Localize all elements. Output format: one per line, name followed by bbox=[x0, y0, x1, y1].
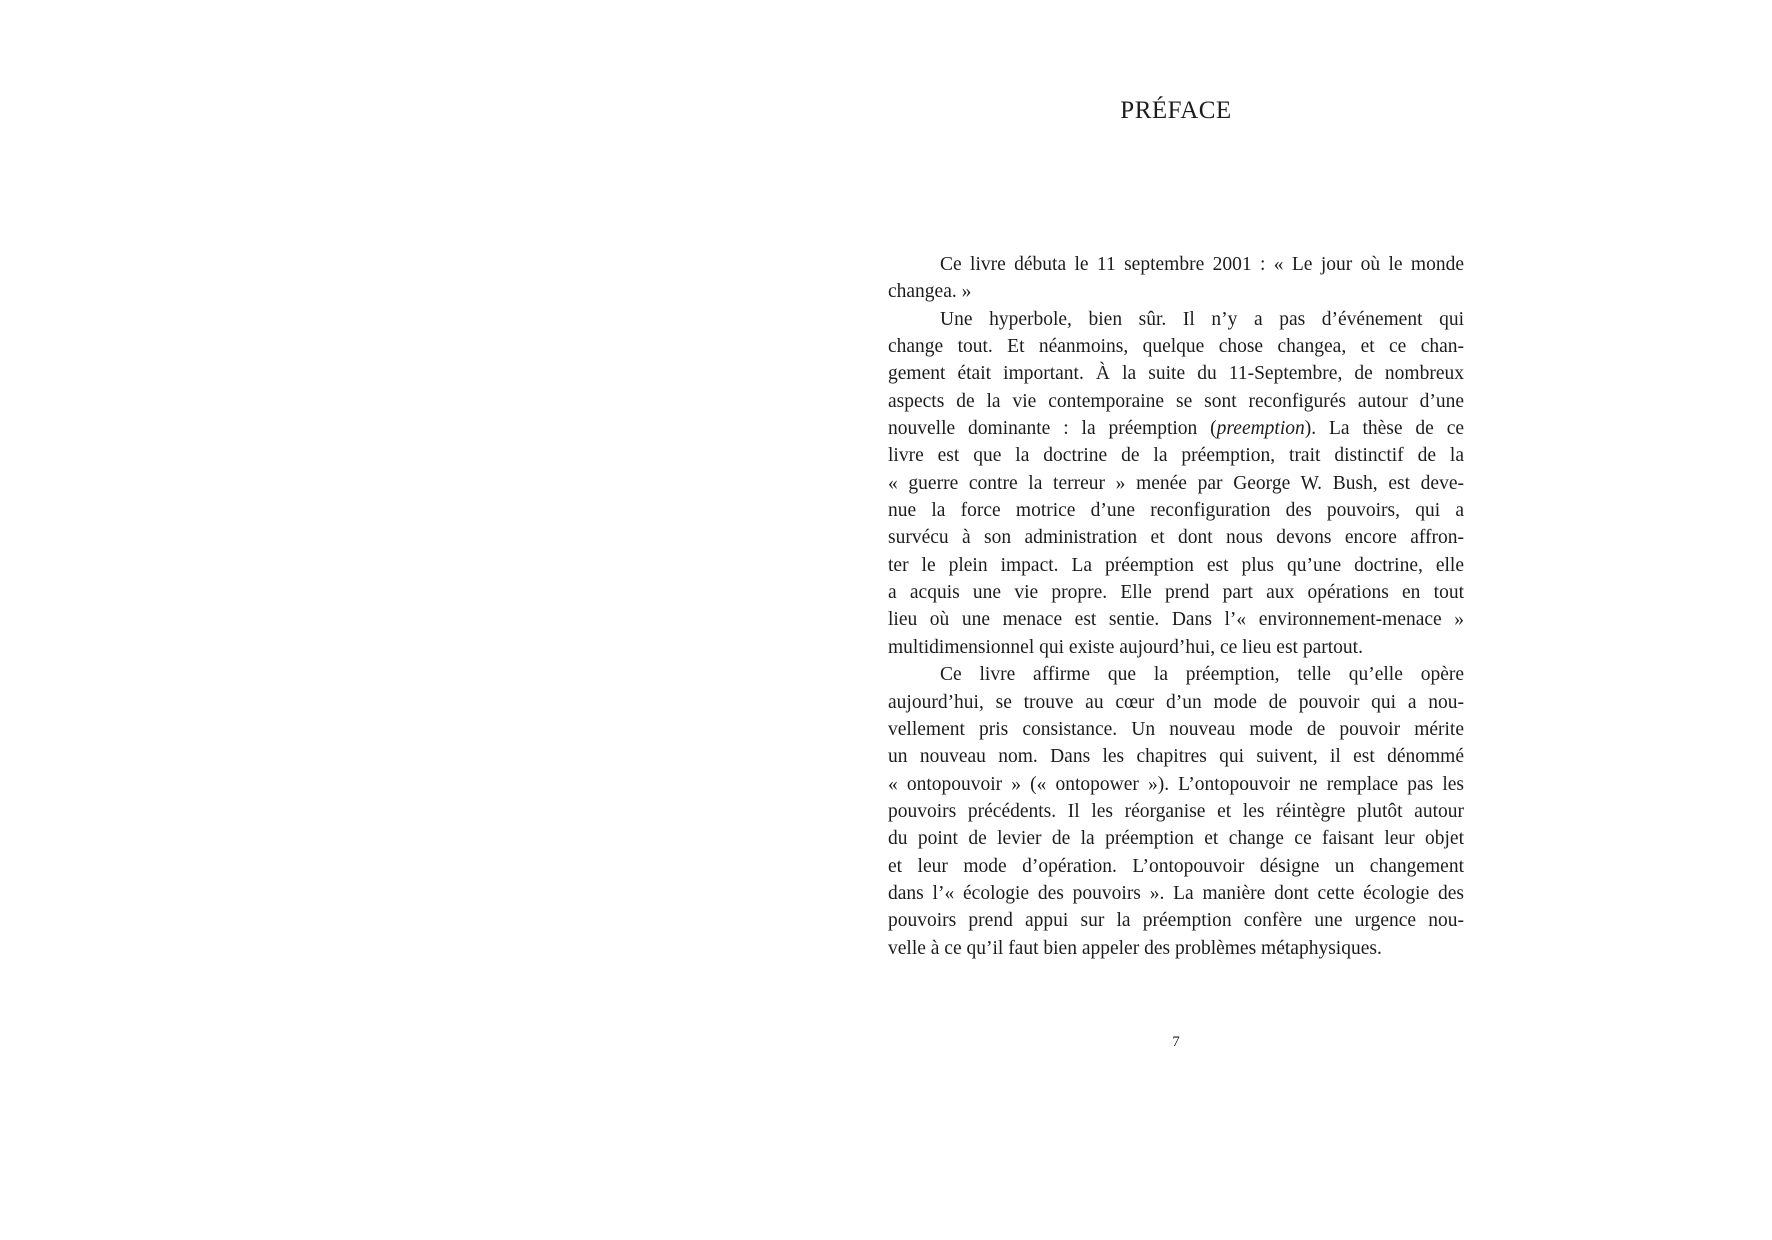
text-line: multidimensionnel qui existe aujourd’hui, ce lieu est partout. bbox=[888, 636, 1363, 658]
text-line: Ce livre débuta le 11 septembre 2001 : « Le jour où le monde bbox=[940, 254, 1464, 275]
text-line: pouvoirs précédents. Il les réorganise et les réintègre plutôt autour bbox=[888, 800, 1464, 822]
paragraph bbox=[888, 251, 1464, 306]
paragraph bbox=[888, 661, 1464, 962]
text-line: pouvoirs prend appui sur la préemption confère une urgence nou- bbox=[888, 910, 1464, 932]
text-line: dans l’« écologie des pouvoirs ». La manière dont cette écologie des bbox=[888, 882, 1464, 904]
text-line: « guerre contre la terreur » menée par George W. Bush, est deve- bbox=[888, 472, 1464, 494]
text-line: du point de levier de la préemption et change ce faisant leur objet bbox=[888, 828, 1464, 850]
text-line: Ce livre affirme que la préemption, telle qu’elle opère bbox=[940, 664, 1464, 686]
text-line: « ontopouvoir » (« ontopower »). L’ontopouvoir ne remplace pas les bbox=[888, 773, 1464, 795]
text-line: velle à ce qu’il faut bien appeler des problèmes métaphysiques. bbox=[888, 937, 1382, 959]
page-number: 7 bbox=[1172, 1034, 1180, 1050]
body-text bbox=[888, 251, 1464, 962]
text-line: survécu à son administration et dont nous devons encore affron- bbox=[888, 527, 1464, 549]
text-line: a acquis une vie propre. Elle prend part aux opérations en tout bbox=[888, 582, 1464, 604]
italic-term: preemption bbox=[1216, 418, 1305, 440]
text-line: aujourd’hui, se trouve au cœur d’un mode de pouvoir qui a nou- bbox=[888, 691, 1464, 713]
text-line: ter le plein impact. La préemption est plus qu’une doctrine, elle bbox=[888, 554, 1464, 576]
text-line: changea. » bbox=[888, 281, 972, 303]
text-line: aspects de la vie contemporaine se sont reconfigurés autour d’une bbox=[888, 390, 1464, 412]
page-title: PRÉFACE bbox=[1120, 97, 1232, 124]
text-line: nouvelle dominante : la préemption (preemption). La thèse de ce bbox=[888, 418, 1465, 440]
text-line: livre est que la doctrine de la préemption, trait distinctif de la bbox=[888, 445, 1464, 467]
text-line: gement était important. À la suite du 11-Septembre, de nombreux bbox=[888, 363, 1464, 385]
text-line: et leur mode d’opération. L’ontopouvoir désigne un changement bbox=[888, 855, 1464, 877]
paragraph bbox=[888, 306, 1464, 661]
text-line: un nouveau nom. Dans les chapitres qui suivent, il est dénommé bbox=[888, 746, 1464, 768]
text-line: change tout. Et néanmoins, quelque chose changea, et ce chan- bbox=[888, 336, 1464, 358]
text-line: lieu où une menace est sentie. Dans l’« environnement-menace » bbox=[888, 609, 1464, 631]
text-line: Une hyperbole, bien sûr. Il n’y a pas d’événement qui bbox=[940, 308, 1464, 330]
text-line: vellement pris consistance. Un nouveau mode de pouvoir mérite bbox=[888, 718, 1464, 740]
text-line: nue la force motrice d’une reconfiguration des pouvoirs, qui a bbox=[888, 500, 1464, 522]
